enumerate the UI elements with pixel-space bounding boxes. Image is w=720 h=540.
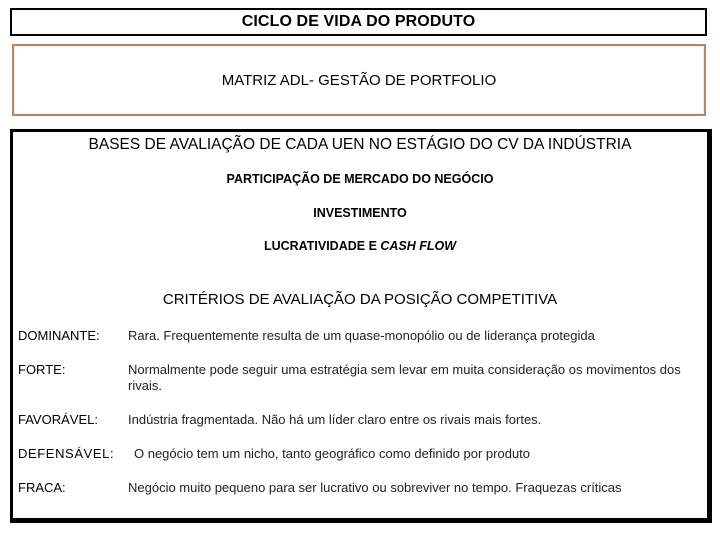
bases-item-lucratividade-italic: CASH FLOW — [380, 239, 457, 253]
page-title-text: CICLO DE VIDA DO PRODUTO — [241, 13, 476, 30]
criterio-term: FRACA: — [18, 480, 66, 495]
bases-item-lucratividade — [13, 239, 707, 253]
main-content-box — [10, 129, 712, 523]
bases-item-investimento: INVESTIMENTO — [313, 206, 407, 220]
criterio-term: FORTE: — [18, 362, 66, 377]
criterios-title: CRITÉRIOS DE AVALIAÇÃO DA POSIÇÃO COMPETITIVA — [162, 291, 558, 308]
bases-item-participacao: PARTICIPAÇÃO DE MERCADO DO NEGÓCIO — [226, 172, 494, 186]
criterio-term: DOMINANTE: — [18, 328, 100, 343]
matrix-subtitle-box — [12, 44, 706, 116]
criterio-term: DEFENSÁVEL: — [18, 446, 115, 461]
bases-title: BASES DE AVALIAÇÃO DE CADA UEN NO ESTÁGIO DO CV DA INDÚSTRIA — [88, 136, 632, 153]
criterio-term: FAVORÁVEL: — [18, 412, 98, 427]
criterio-definition: Normalmente pode seguir uma estratégia sem levar em muita consideração os movimentos dos rivais. — [128, 362, 681, 393]
criterio-definition: Indústria fragmentada. Não há um líder claro entre os rivais mais fortes. — [128, 412, 542, 427]
bases-item-lucratividade-prefix: LUCRATIVIDADE E — [263, 239, 381, 253]
matrix-subtitle-text: MATRIZ ADL- GESTÃO DE PORTFOLIO — [221, 71, 497, 89]
page-title — [10, 8, 707, 36]
criterio-definition: Rara. Frequentemente resulta de um quase-monopólio ou de liderança protegida — [128, 328, 595, 343]
criterio-definition: O negócio tem um nicho, tanto geográfico como definido por produto — [134, 446, 531, 461]
criterio-definition: Negócio muito pequeno para ser lucrativo ou sobreviver no tempo. Fraquezas críticas — [128, 480, 622, 495]
